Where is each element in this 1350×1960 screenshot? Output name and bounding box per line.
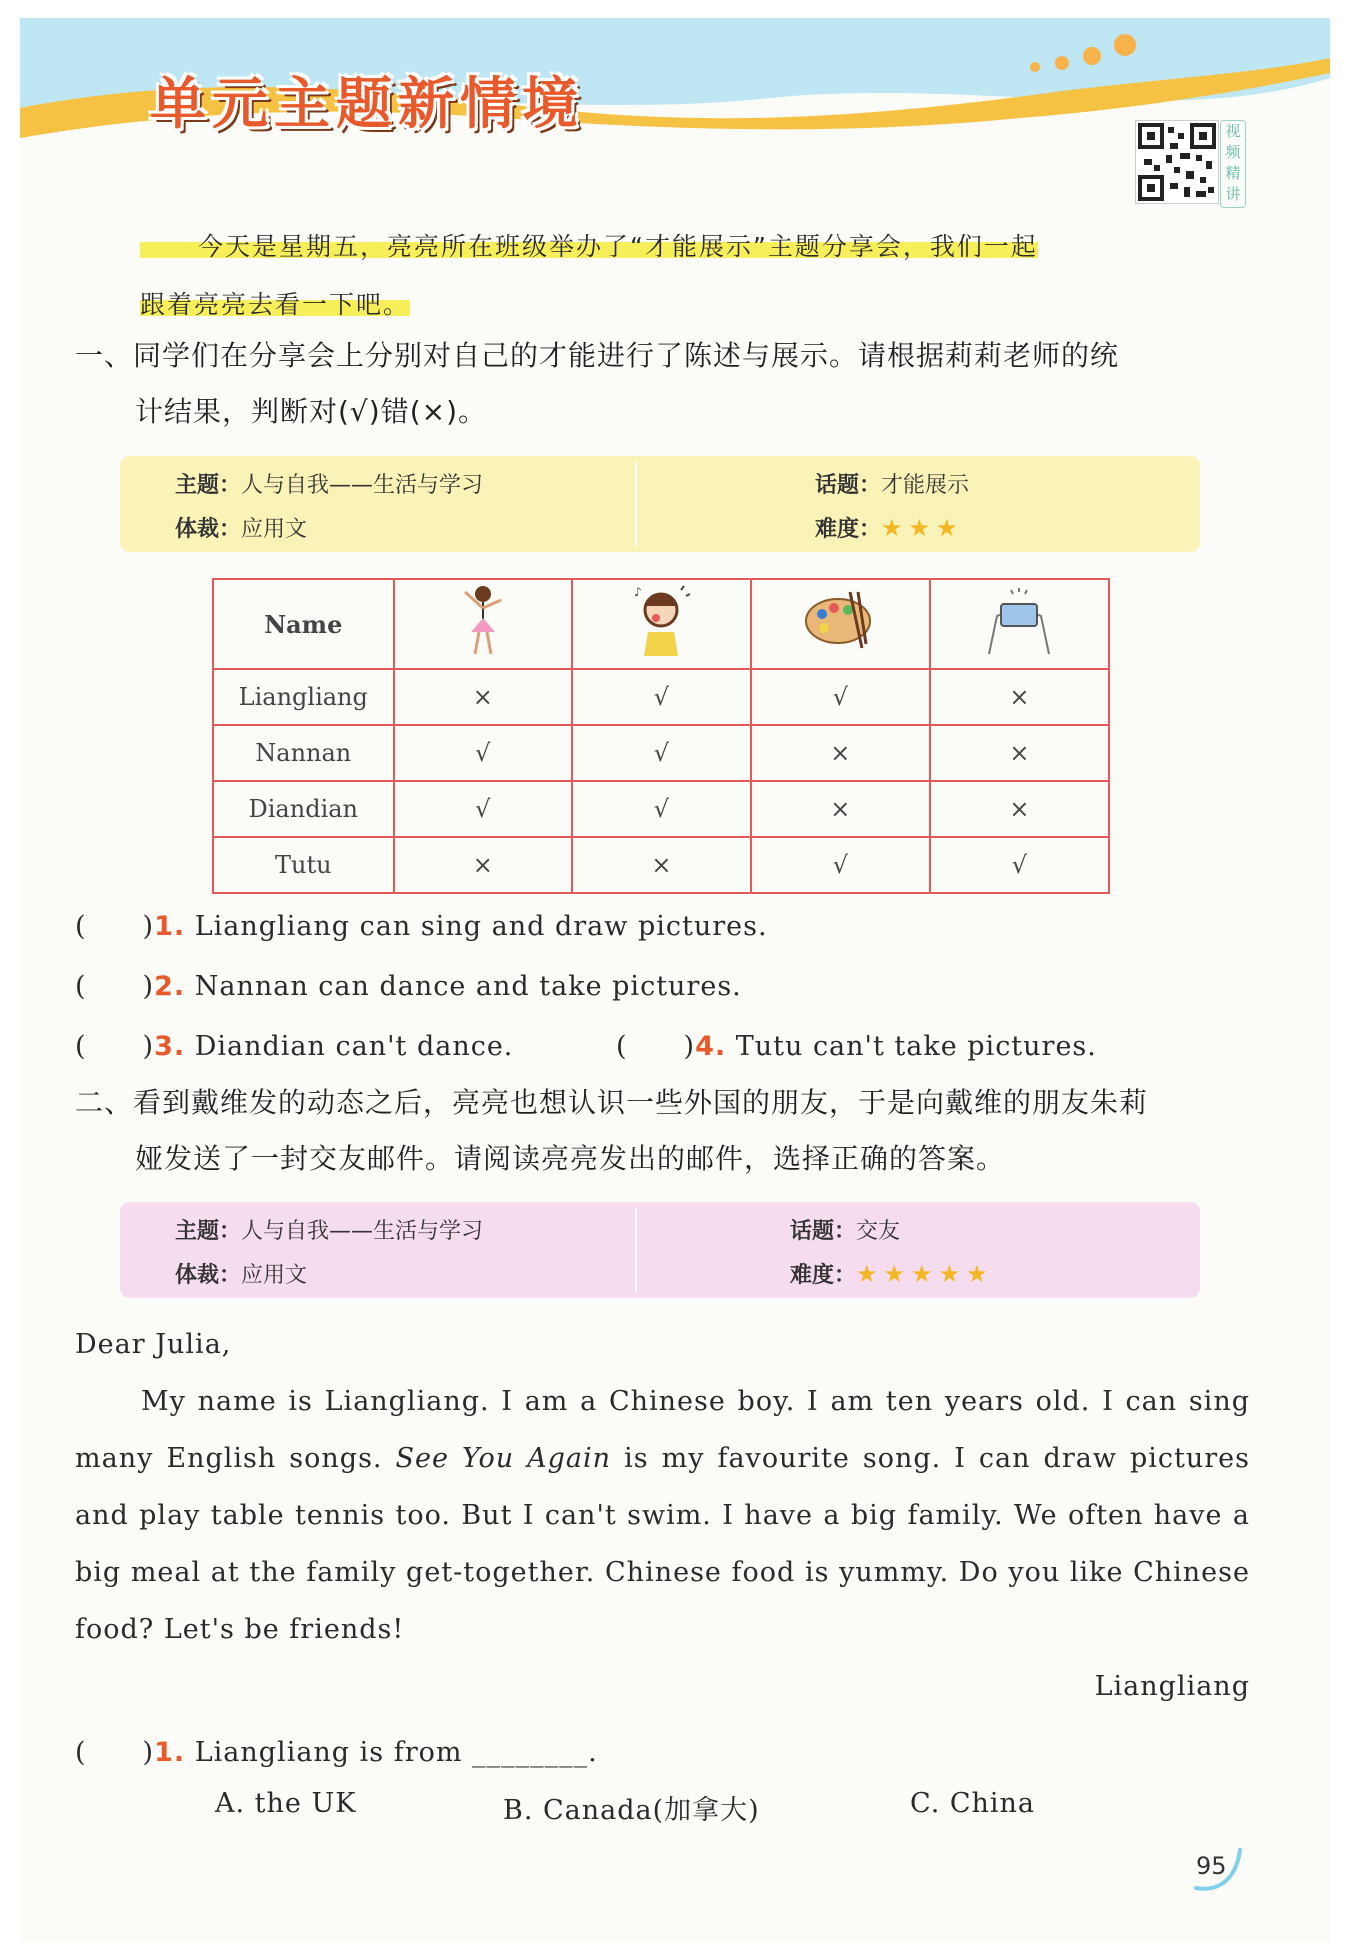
intro-paragraph [140,218,1250,334]
letter-body: My name is Liangliang. I am a Chinese boy. I am ten years old. I can sing many English songs. See You Again is my favourite song. I can draw pictures and play table tennis too. But I can't swim. I have a big family. We often have a big meal at the family get-together. Chinese food is yummy. Do you like Chinese food? Let's be friends! [75,1386,1250,1645]
genre-field: 体裁：应用文 [175,1263,308,1288]
take-pictures-icon [930,579,1109,669]
answer-paren[interactable]: ( ) [75,1737,155,1768]
question-1-2[interactable]: ( )2. Nannan can dance and take pictures. [75,971,742,1002]
table-row: Tutu × × √ √ [213,837,1109,893]
question-2-1[interactable]: ( )1. Liangliang is from ________. [75,1737,598,1768]
theme-field: 主题：人与自我——生活与学习 [175,1219,484,1244]
video-explanation-label[interactable]: 视 频 精 讲 [1220,120,1246,208]
section1-info-box [120,456,1200,552]
intro-line-1: 今天是星期五，亮亮所在班级举办了“才能展示”主题分享会，我们一起 [140,232,1038,261]
song-title: See You Again [395,1443,612,1474]
question-1-3[interactable]: ( )3. Diandian can't dance. [75,1031,514,1062]
draw-palette-icon [751,579,930,669]
talent-table [212,578,1110,894]
option-b[interactable]: B. Canada(加拿大) [503,1795,760,1826]
unit-title: 单元主题新情境 [150,72,584,137]
sing-icon [572,579,751,669]
table-row: Nannan √ √ × × [213,725,1109,781]
question-1-4[interactable]: ( )4. Tutu can't take pictures. [616,1031,1097,1062]
name-column-header: Name [213,579,394,669]
svg-text:♪: ♪ [634,585,643,599]
theme-field: 主题：人与自我——生活与学习 [175,473,484,498]
difficulty-stars: ★★★★★ [856,1260,994,1288]
topic-field: 话题：才能展示 [815,473,970,498]
email-letter [75,1316,1250,1715]
option-c[interactable]: C. China [910,1788,1036,1819]
answer-paren[interactable]: ( ) [75,1031,155,1062]
letter-signature: Liangliang [1094,1671,1250,1702]
table-row: Diandian √ √ × × [213,781,1109,837]
genre-field: 体裁：应用文 [175,517,308,542]
intro-line-2: 跟着亮亮去看一下吧。 [140,290,411,319]
difficulty-stars: ★★★ [881,514,964,542]
letter-greeting: Dear Julia, [75,1329,232,1360]
section1-title: 一、同学们在分享会上分别对自己的才能进行了陈述与展示。请根据莉莉老师的统 计结果，判断对(√)错(×)。 [75,339,1120,428]
difficulty-field: 难度：★★★★★ [790,1260,994,1288]
qr-code-icon[interactable] [1135,120,1219,204]
table-row: Liangliang × √ √ × [213,669,1109,725]
option-a[interactable]: A. the UK [215,1788,357,1819]
answer-paren[interactable]: ( ) [75,911,155,942]
question-1-1[interactable]: ( )1. Liangliang can sing and draw pictures. [75,911,768,942]
answer-paren[interactable]: ( ) [75,971,155,1002]
table-header-row [213,579,1109,669]
topic-field: 话题：交友 [790,1219,901,1244]
answer-paren[interactable]: ( ) [616,1031,696,1062]
section2-info-box [120,1202,1200,1298]
difficulty-field: 难度：★★★ [815,514,964,542]
dance-icon [394,579,572,669]
page-number: 95 [1196,1852,1227,1880]
section2-title: 二、看到戴维发的动态之后，亮亮也想认识一些外国的朋友，于是向戴维的朋友朱莉 娅发送了一封交友邮件。请阅读亮亮发出的邮件，选择正确的答案。 [75,1086,1149,1175]
info-divider [635,1208,637,1292]
info-divider [635,462,637,546]
